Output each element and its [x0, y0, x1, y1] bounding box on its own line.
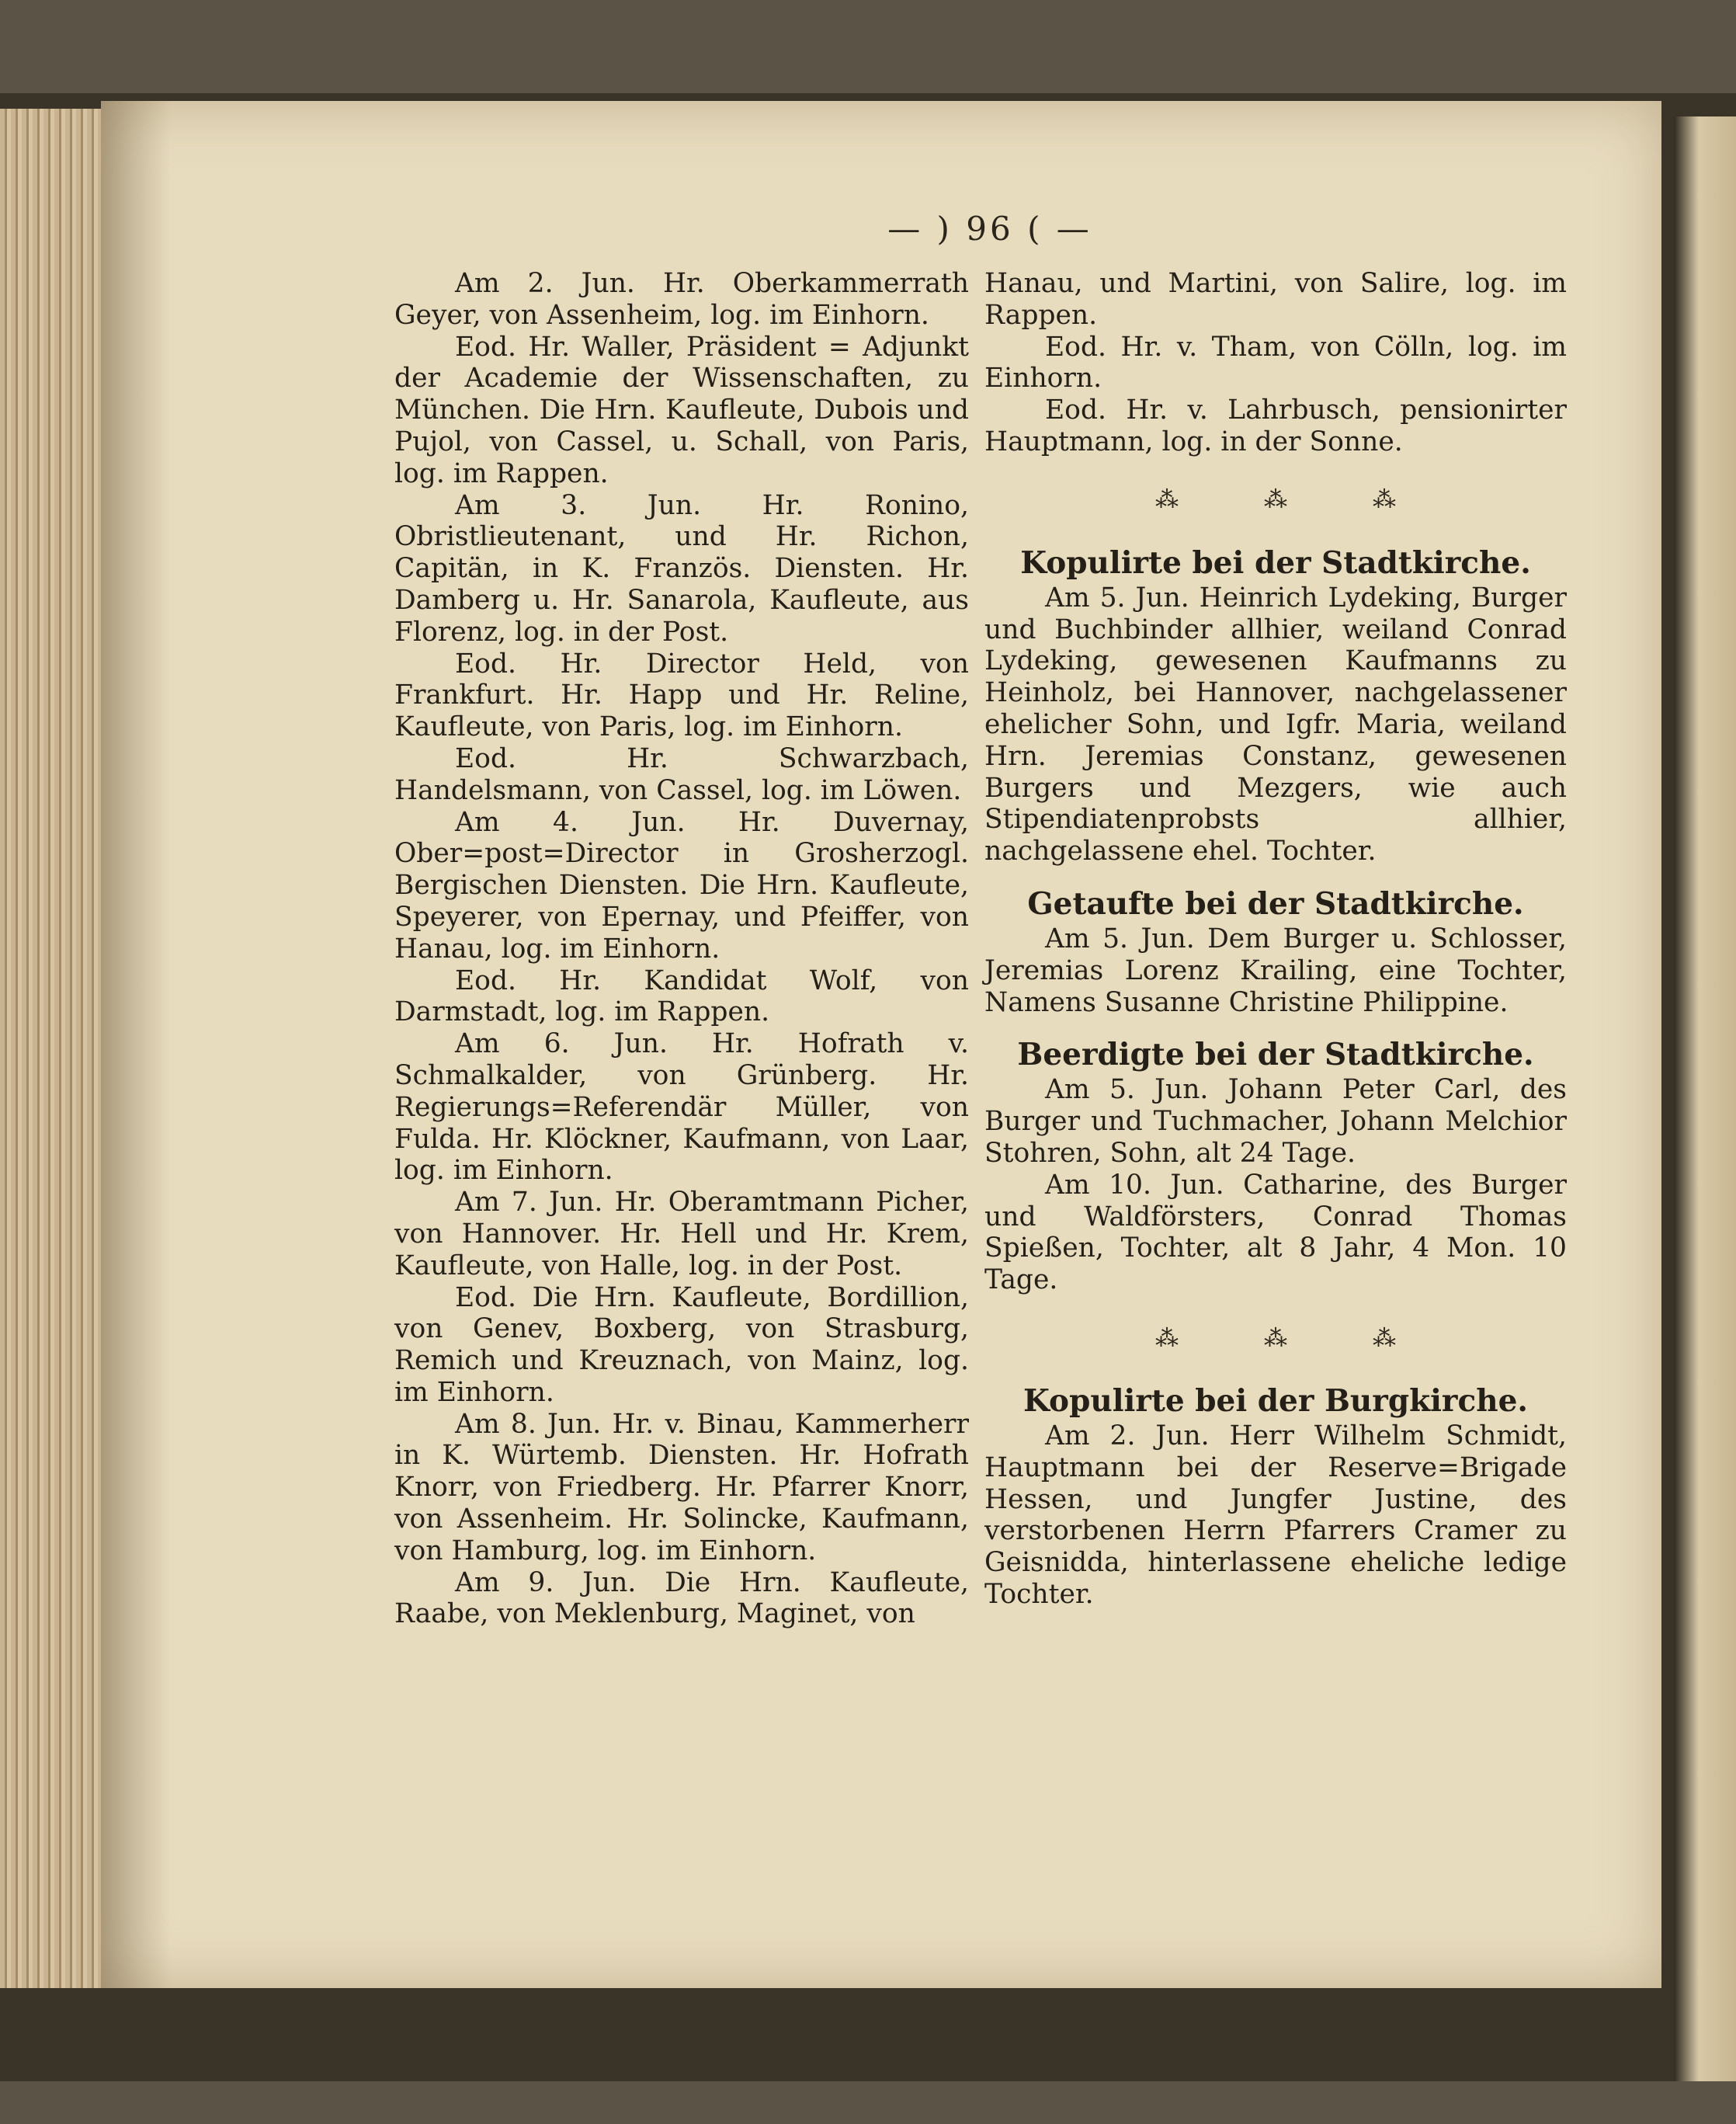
- asterism-icon: ⁂: [1155, 1324, 1179, 1352]
- asterism-icon: ⁂: [1373, 1324, 1396, 1352]
- section-heading: Beerdigte bei der Stadtkirche.: [1017, 1037, 1534, 1073]
- entry-paragraph: Eod. Hr. Waller, Präsident = Adjunkt der Academie der Wissenschaften, zu München. Die Hrn. Kaufleute, Dubois und Pujol, von Cassel, u. Schall, von Paris, log. im Rappen.: [394, 331, 969, 489]
- entry-paragraph: Eod. Hr. Director Held, von Frankfurt. Hr. Happ und Hr. Reline, Kaufleute, von Paris, log. im Einhorn.: [394, 648, 969, 743]
- section-paragraph: Am 2. Jun. Herr Wilhelm Schmidt, Hauptmann bei der Reserve=Brigade Hessen, und Jungfer Justine, des verstorbenen Herrn Pfarrers Cramer zu Geisnidda, hinterlassene eheliche ledige Tochter.: [984, 1420, 1567, 1610]
- section-paragraph: Am 10. Jun. Catharine, des Burger und Waldförsters, Conrad Thomas Spießen, Tochter, alt 8 Jahr, 4 Mon. 10 Tage.: [984, 1169, 1567, 1296]
- asterism-icon: ⁂: [1155, 486, 1179, 514]
- entry-paragraph: Am 2. Jun. Hr. Oberkammerrath Geyer, von Assenheim, log. im Einhorn.: [394, 268, 969, 331]
- entry-paragraph: Am 4. Jun. Hr. Duvernay, Ober=post=Director in Grosherzogl. Bergischen Diensten. Die Hrn. Kaufleute, Speyerer, von Epernay, und Pfeiffer, von Hanau, log. im Einhorn.: [394, 806, 969, 965]
- asterism-icon: ⁂: [1373, 486, 1396, 514]
- entry-paragraph: Eod. Die Hrn. Kaufleute, Bordillion, von Genev, Boxberg, von Strasburg, Remich und Kreuznach, von Mainz, log. im Einhorn.: [394, 1281, 969, 1408]
- section-paragraph: Am 5. Jun. Johann Peter Carl, des Burger und Tuchmacher, Johann Melchior Stohren, Sohn, alt 24 Tage.: [984, 1074, 1567, 1169]
- entry-paragraph: Eod. Hr. Schwarzbach, Handelsmann, von Cassel, log. im Löwen.: [394, 742, 969, 806]
- section-divider-stars: [984, 458, 1567, 544]
- book-page-edges: [0, 109, 102, 1988]
- section-heading: Kopulirte bei der Stadtkirche.: [1020, 544, 1531, 581]
- left-column: [394, 268, 969, 1630]
- section-paragraph: Am 5. Jun. Dem Burger u. Schlosser, Jeremias Lorenz Krailing, eine Tochter, Namens Susanne Christine Philippine.: [984, 923, 1567, 1018]
- page-gutter-shadow: [101, 101, 171, 1988]
- entry-paragraph: Am 8. Jun. Hr. v. Binau, Kammerherr in K. Würtemb. Diensten. Hr. Hofrath Knorr, von Friedberg. Hr. Pfarrer Knorr, von Assenheim. Hr. Solincke, Kaufmann, von Hamburg, log. im Einhorn.: [394, 1408, 969, 1566]
- section-heading: Kopulirte bei der Burgkirche.: [1023, 1382, 1528, 1419]
- section-heading: Getaufte bei der Stadtkirche.: [1027, 885, 1524, 922]
- entry-paragraph: Am 6. Jun. Hr. Hofrath v. Schmalkalder, von Grünberg. Hr. Regierungs=Referendär Müller, von Fulda. Hr. Klöckner, Kaufmann, von Laar, log. im Einhorn.: [394, 1028, 969, 1187]
- continuation-paragraph: Eod. Hr. v. Lahrbusch, pensionirter Hauptmann, log. in der Sonne.: [984, 395, 1567, 457]
- section-divider-stars: [984, 1296, 1567, 1382]
- page-number-header: — ) 96 ( —: [887, 210, 1092, 248]
- entry-paragraph: Am 9. Jun. Die Hrn. Kaufleute, Raabe, von Meklenburg, Maginet, von: [394, 1566, 969, 1630]
- section-paragraph: Am 5. Jun. Heinrich Lydeking, Burger und Buchbinder allhier, weiland Conrad Lydeking, gewesenen Kaufmanns zu Heinholz, bei Hannover, nachgelassener ehelicher Sohn, und Igfr. Maria, weiland Hrn. Jeremias Constanz, gewesenen Burgers und Mezgers, wie auch Stipendiatenprobsts allhier, nachgelassene ehel. Tochter.: [984, 582, 1567, 867]
- continuation-paragraph: Eod. Hr. v. Tham, von Cölln, log. im Einhorn.: [984, 331, 1567, 395]
- entry-paragraph: Am 7. Jun. Hr. Oberamtmann Picher, von Hannover. Hr. Hell und Hr. Krem, Kaufleute, von Halle, log. in der Post.: [394, 1187, 969, 1281]
- continuation-paragraph: Hanau, und Martini, von Salire, log. im Rappen.: [984, 268, 1567, 331]
- entry-paragraph: Am 3. Jun. Hr. Ronino, Obristlieutenant, und Hr. Richon, Capitän, in K. Französ. Diensten. Hr. Damberg u. Hr. Sanarola, Kaufleute, aus Florenz, log. in der Post.: [394, 489, 969, 648]
- book-right-edge: [1674, 116, 1736, 2081]
- right-column: [984, 268, 1567, 1611]
- asterism-icon: ⁂: [1264, 486, 1287, 514]
- entry-paragraph: Eod. Hr. Kandidat Wolf, von Darmstadt, log. im Rappen.: [394, 965, 969, 1028]
- asterism-icon: ⁂: [1264, 1324, 1287, 1352]
